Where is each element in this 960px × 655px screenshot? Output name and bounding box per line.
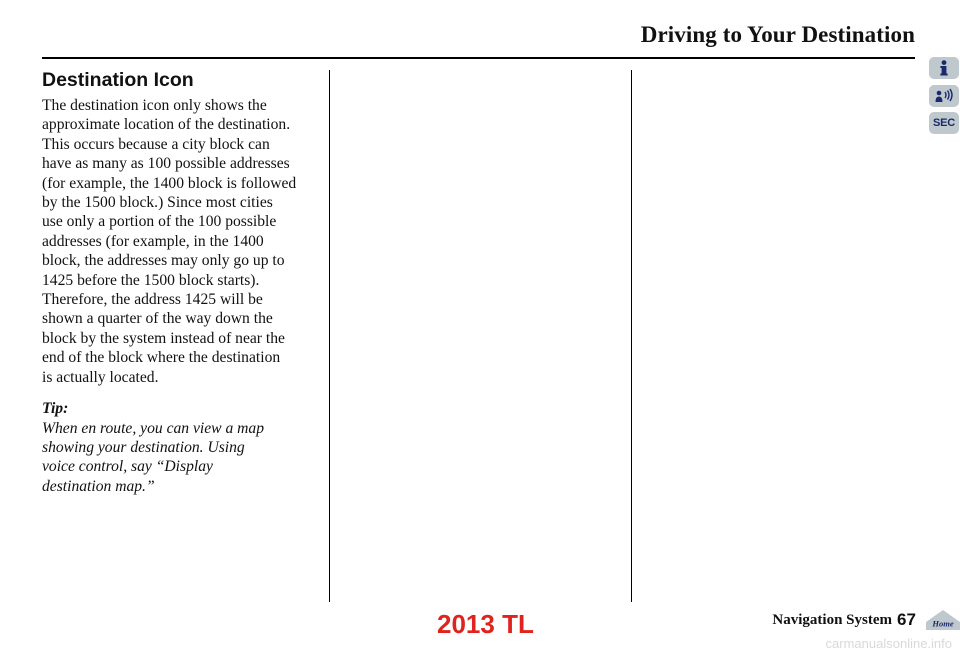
home-button[interactable] [926, 610, 960, 630]
section-heading: Destination Icon [42, 69, 194, 91]
voice-command-icon [934, 88, 954, 104]
sidebar-tab-security[interactable] [929, 112, 959, 134]
page-title: Driving to Your Destination [640, 22, 915, 47]
model-watermark: 2013 TL [437, 609, 534, 639]
site-watermark: carmanualsonline.info [825, 636, 952, 651]
header-divider [42, 57, 915, 59]
page-number: 67 [897, 610, 916, 629]
tip-text: When en route, you can view a map showing your destination. Using voice control, say “Display destination map.” [42, 419, 265, 495]
column-divider-right [631, 70, 632, 602]
body-paragraph: The destination icon only shows the approximate location of the destination. This occurs because a city block can have as many as 100 possible addresses (for example, the 1400 block is followed by the 1500 block.) Since most cities use only a portion of the 100 possible addresses (for example, in the 1400 block, the addresses may only go up to 1425 before the 1500 block starts). Therefore, the address 1425 will be shown a quarter of the way down the block by the system instead of near the end of the block where the destination is actually located. [42, 97, 297, 386]
content-column [42, 68, 327, 496]
tip-label: Tip: [42, 400, 69, 418]
sidebar-tab-voice[interactable] [929, 85, 959, 107]
security-icon: SEC [932, 117, 956, 129]
sidebar-tab-info[interactable] [929, 57, 959, 79]
column-divider-left [329, 70, 330, 602]
info-icon [938, 60, 950, 76]
home-label: Home [932, 618, 954, 629]
footer-section-label: Navigation System [772, 612, 892, 628]
home-icon [926, 610, 960, 630]
